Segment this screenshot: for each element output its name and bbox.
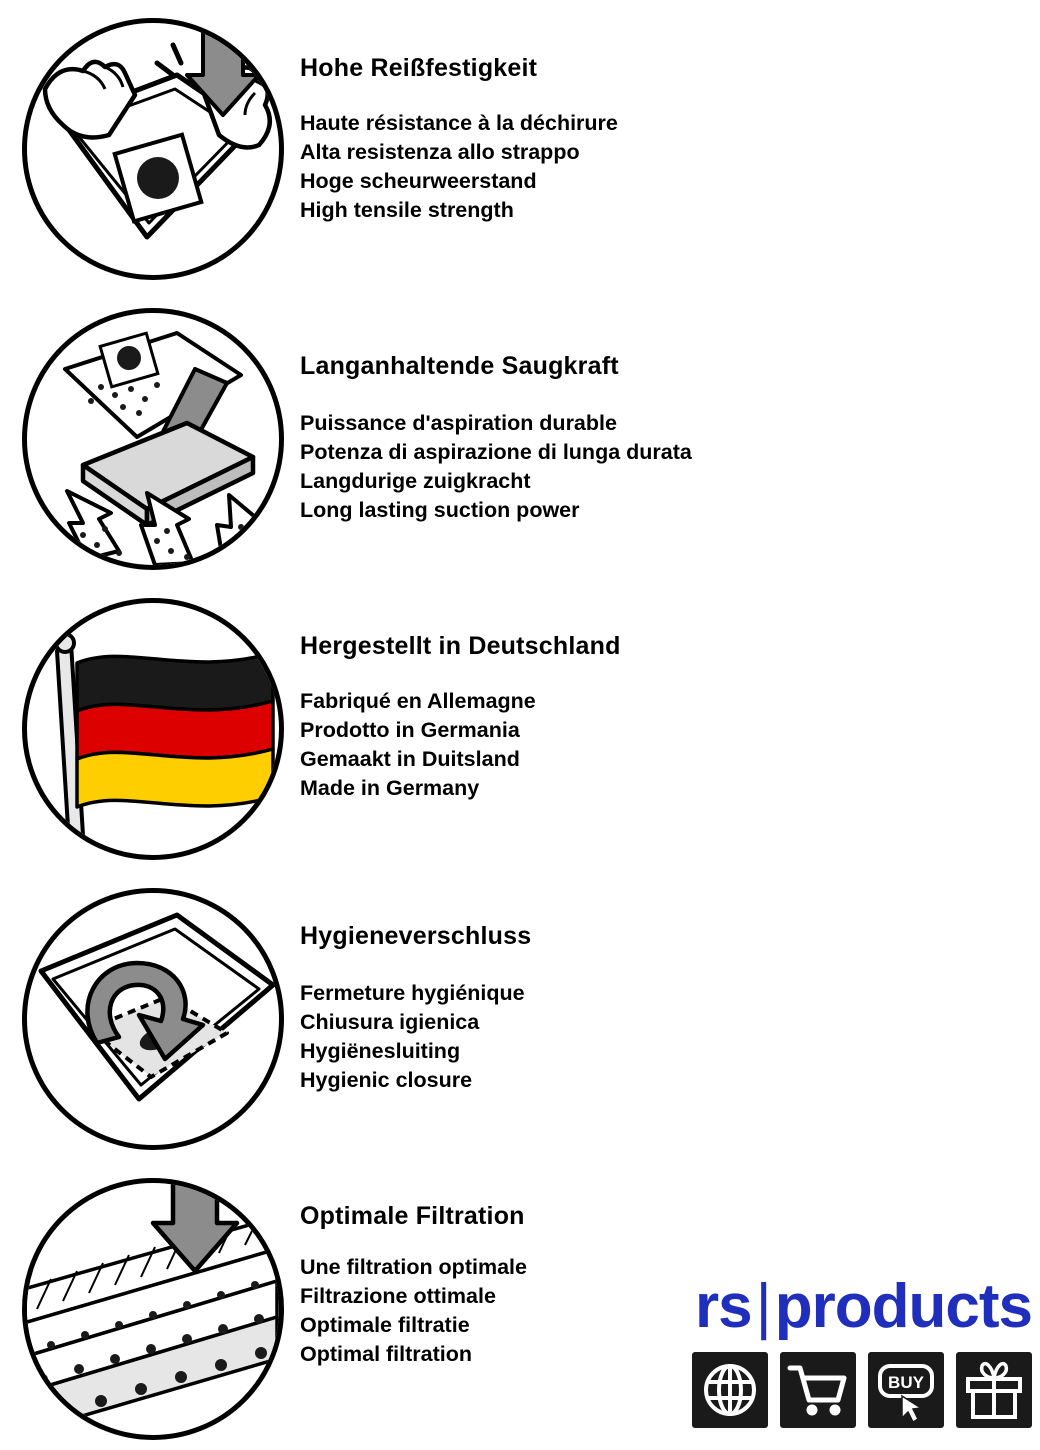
feature-line: Langdurige zuigkracht — [300, 469, 531, 493]
feature-line: Hoge scheurweerstand — [300, 169, 537, 193]
shopping-cart-icon[interactable] — [780, 1352, 856, 1428]
feature-line: Haute résistance à la déchirure — [300, 111, 618, 135]
feature-line: Filtrazione ottimale — [300, 1284, 496, 1308]
brand-separator: | — [755, 1272, 771, 1341]
text-column — [300, 290, 692, 525]
feature-row-made-in-germany — [0, 580, 1040, 870]
feature-translations — [300, 687, 621, 803]
feature-line: Hygienic closure — [300, 1068, 473, 1092]
globe-icon[interactable] — [692, 1352, 768, 1428]
hygienic-closure-icon — [22, 888, 284, 1150]
feature-line: High tensile strength — [300, 198, 514, 222]
multi-layer-filtration-icon — [22, 1178, 284, 1440]
feature-row-hygienic-closure — [0, 870, 1040, 1160]
feature-line: Fermeture hygiénique — [300, 981, 525, 1005]
feature-line: Gemaakt in Duitsland — [300, 747, 520, 771]
feature-title: Hygieneverschluss — [300, 922, 532, 950]
icon-wrap — [0, 0, 300, 290]
feature-line: Optimale filtratie — [300, 1313, 470, 1337]
feature-line: Optimal filtration — [300, 1342, 472, 1366]
text-column — [300, 580, 621, 803]
feature-line: Fabriqué en Allemagne — [300, 689, 536, 713]
brand-name-second: products — [774, 1272, 1032, 1341]
feature-line: Chiusura igienica — [300, 1010, 480, 1034]
feature-translations — [300, 1253, 527, 1369]
icon-wrap — [0, 290, 300, 580]
feature-line: Alta resistenza allo strappo — [300, 140, 580, 164]
feature-line: Puissance d'aspiration durable — [300, 411, 617, 435]
brand-block — [642, 1272, 1032, 1428]
icon-wrap — [0, 580, 300, 870]
brand-name-first: rs — [695, 1272, 752, 1341]
feature-translations — [300, 409, 692, 525]
hands-tearing-bag-icon — [22, 18, 284, 280]
brand-logo — [642, 1272, 1032, 1341]
feature-line: Hygiënesluiting — [300, 1039, 461, 1063]
feature-translations — [300, 979, 531, 1095]
feature-row-suction-power — [0, 290, 1040, 580]
feature-line: Une filtration optimale — [300, 1255, 527, 1279]
feature-title: Hohe Reißfestigkeit — [300, 54, 538, 82]
feature-line: Long lasting suction power — [300, 498, 580, 522]
feature-title: Optimale Filtration — [300, 1202, 525, 1230]
buy-label: BUY — [888, 1373, 924, 1392]
feature-row-tensile-strength — [0, 0, 1040, 290]
feature-line: Potenza di aspirazione di lunga durata — [300, 440, 692, 464]
feature-title: Hergestellt in Deutschland — [300, 632, 621, 660]
german-flag-icon — [22, 598, 284, 860]
vacuum-nozzle-suction-icon — [22, 308, 284, 570]
text-column — [300, 1160, 527, 1369]
feature-title: Langanhaltende Saugkraft — [300, 352, 619, 380]
text-column — [300, 870, 531, 1095]
feature-line: Prodotto in Germania — [300, 718, 520, 742]
feature-line: Made in Germany — [300, 776, 480, 800]
icon-wrap — [0, 870, 300, 1160]
text-column — [300, 0, 618, 225]
brand-icon-row — [642, 1352, 1032, 1428]
feature-translations — [300, 109, 618, 225]
buy-button-icon[interactable] — [868, 1352, 944, 1428]
gift-box-icon[interactable] — [956, 1352, 1032, 1428]
icon-wrap — [0, 1160, 300, 1450]
